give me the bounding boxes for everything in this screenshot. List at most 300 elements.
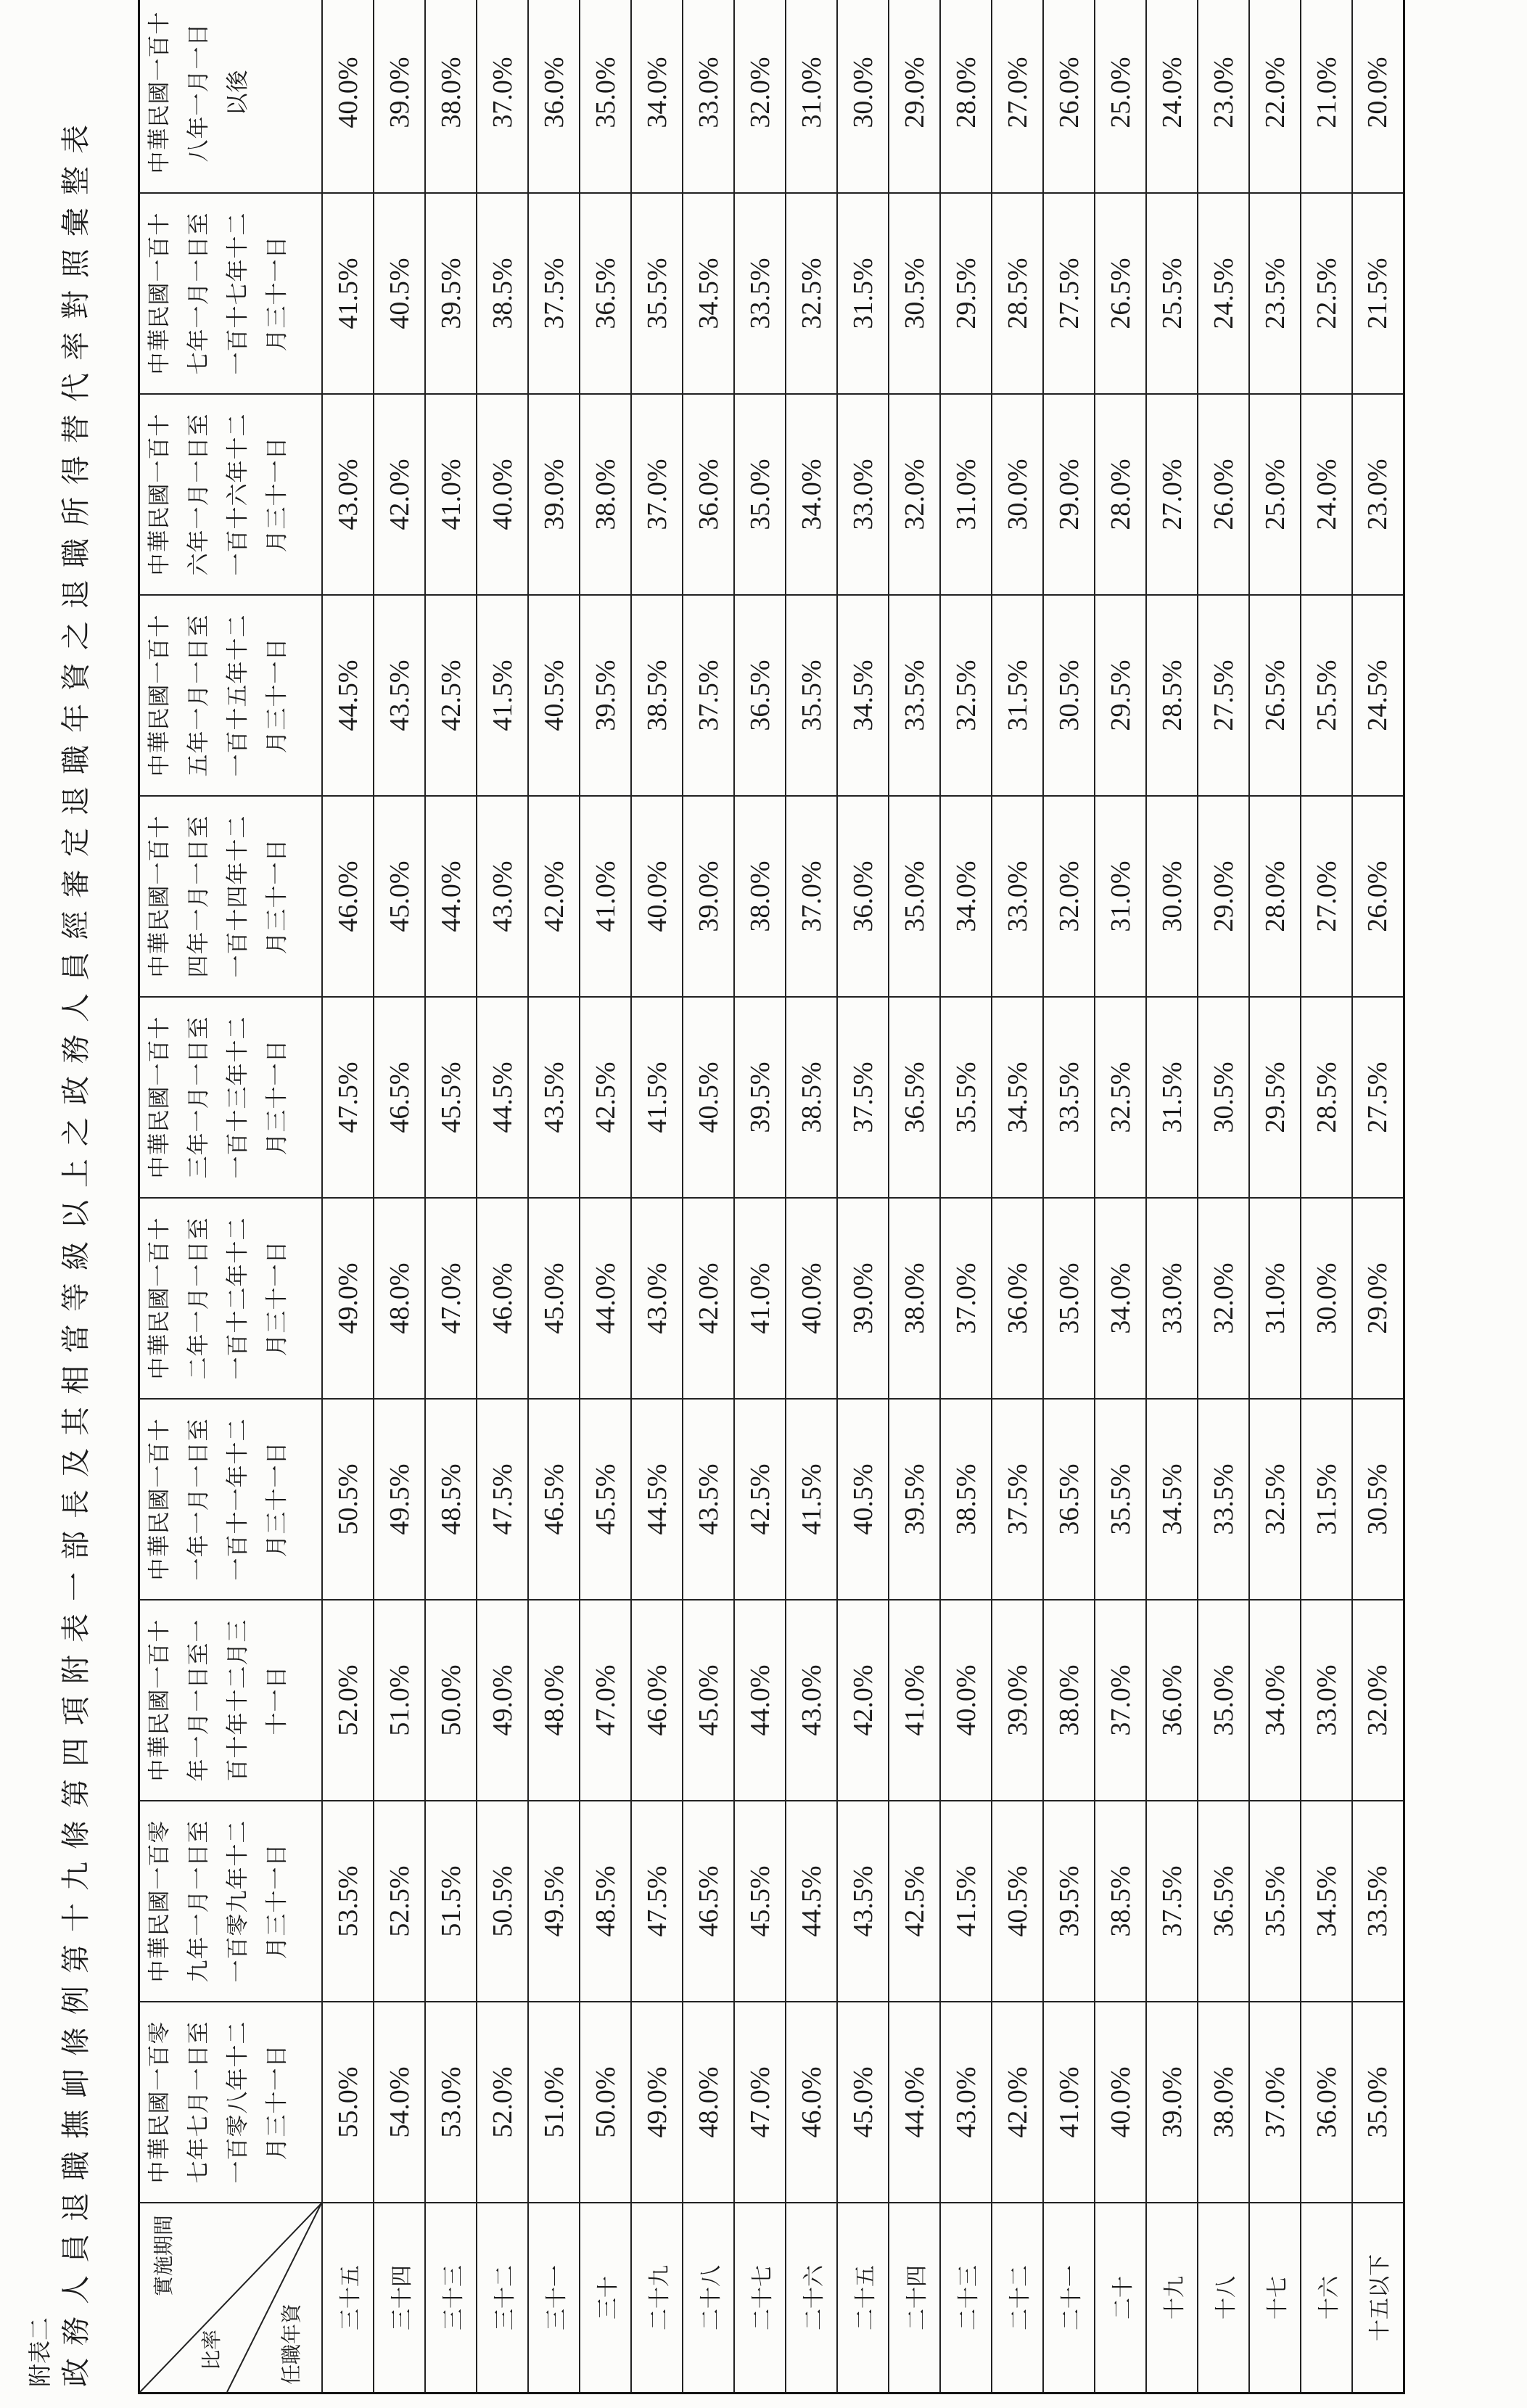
rate-cell: 36.5%	[734, 595, 786, 796]
rate-cell: 42.5%	[425, 595, 477, 796]
rate-cell: 51.0%	[528, 2002, 580, 2203]
rate-cell: 31.0%	[1249, 1198, 1301, 1399]
rate-cell: 32.0%	[889, 394, 940, 595]
period-header-line: 九年一月一日至	[186, 1820, 212, 1983]
corner-label-seniority: 任職年資	[279, 2303, 303, 2385]
rate-cell: 40.0%	[322, 0, 374, 193]
rate-cell: 33.0%	[1301, 1600, 1352, 1801]
rate-cell: 32.5%	[1095, 997, 1146, 1198]
rate-cell: 38.5%	[477, 193, 528, 394]
rate-cell: 34.0%	[940, 796, 992, 997]
rate-cell: 42.0%	[528, 796, 580, 997]
period-header-line: 月三十一日	[264, 637, 290, 754]
table-row	[1043, 0, 1095, 2393]
rate-cell: 37.5%	[837, 997, 889, 1198]
rate-cell: 49.0%	[477, 1600, 528, 1801]
period-header-line: 中華民國一百十	[147, 1217, 173, 1380]
period-header-line: 中華民國一百十	[147, 212, 173, 375]
rate-cell: 37.0%	[477, 0, 528, 193]
seniority-label: 二十八	[683, 2203, 734, 2393]
rate-cell: 43.0%	[322, 394, 374, 595]
rate-cell: 52.0%	[322, 1600, 374, 1801]
rate-cell: 43.5%	[837, 1801, 889, 2002]
period-header-line: 一百十三年十二	[225, 1016, 251, 1179]
rate-cell: 26.5%	[1249, 595, 1301, 796]
rate-cell: 34.0%	[631, 0, 683, 193]
rate-cell: 44.5%	[631, 1399, 683, 1600]
seniority-label: 三十五	[322, 2203, 374, 2393]
seniority-label: 三十三	[425, 2203, 477, 2393]
rate-cell: 45.0%	[374, 796, 425, 997]
rate-cell: 23.0%	[1352, 394, 1404, 595]
period-header-line: 七年七月一日至	[186, 2021, 212, 2184]
annex-label: 附表二	[26, 2317, 54, 2387]
rate-cell: 23.0%	[1198, 0, 1249, 193]
rate-cell: 38.5%	[1095, 1801, 1146, 2002]
rate-cell: 27.0%	[1146, 394, 1198, 595]
rate-cell: 34.0%	[786, 394, 837, 595]
table-row	[528, 0, 580, 2393]
rate-cell: 41.5%	[322, 193, 374, 394]
period-header-line: 五年一月一日至	[186, 614, 212, 777]
rate-cell: 34.5%	[1146, 1399, 1198, 1600]
rate-cell: 31.5%	[1146, 997, 1198, 1198]
rate-cell: 44.0%	[580, 1198, 631, 1399]
rate-cell: 47.0%	[425, 1198, 477, 1399]
rate-cell: 42.0%	[683, 1198, 734, 1399]
seniority-label: 二十二	[992, 2203, 1043, 2393]
rate-cell: 30.0%	[837, 0, 889, 193]
period-header-line: 中華民國一百十	[147, 1418, 173, 1581]
rate-cell: 52.5%	[374, 1801, 425, 2002]
rate-cell: 39.0%	[528, 394, 580, 595]
period-header-line: 一百零八年十二	[225, 2021, 251, 2184]
rate-cell: 47.5%	[631, 1801, 683, 2002]
table-row	[1249, 0, 1301, 2393]
table-row	[837, 0, 889, 2393]
period-header-9	[139, 394, 323, 595]
rate-cell: 35.0%	[580, 0, 631, 193]
table-row	[322, 0, 374, 2393]
table-row	[631, 0, 683, 2393]
period-header-line: 中華民國一百十	[147, 11, 173, 174]
rate-cell: 45.5%	[425, 997, 477, 1198]
rate-cell: 40.5%	[683, 997, 734, 1198]
rate-cell: 27.0%	[992, 0, 1043, 193]
rate-cell: 34.0%	[1249, 1600, 1301, 1801]
rate-cell: 44.5%	[786, 1801, 837, 2002]
period-header-line: 月三十一日	[264, 235, 290, 352]
rate-cell: 50.5%	[477, 1801, 528, 2002]
rate-cell: 51.0%	[374, 1600, 425, 1801]
period-header-line: 十一日	[264, 1665, 290, 1735]
rate-cell: 52.0%	[477, 2002, 528, 2203]
rate-cell: 41.5%	[940, 1801, 992, 2002]
document-title: 政務人員退職撫卹條例第十九條第四項附表一部長及其相當等級以上之政務人員經審定退職年資之退職所得替代率對照彙整表	[59, 112, 93, 2387]
period-header-8	[139, 595, 323, 796]
rate-cell: 42.0%	[992, 2002, 1043, 2203]
period-header-line: 月三十一日	[264, 1039, 290, 1156]
rate-cell: 40.5%	[528, 595, 580, 796]
rate-cell: 45.5%	[734, 1801, 786, 2002]
rate-cell: 39.5%	[734, 997, 786, 1198]
rate-cell: 44.5%	[477, 997, 528, 1198]
rate-cell: 42.5%	[580, 997, 631, 1198]
rate-cell: 44.0%	[425, 796, 477, 997]
seniority-label: 二十九	[631, 2203, 683, 2393]
period-header-11	[139, 0, 323, 193]
rate-cell: 46.0%	[477, 1198, 528, 1399]
table-row	[477, 0, 528, 2393]
corner-label-rate: 比率	[199, 2329, 223, 2370]
rate-cell: 22.0%	[1249, 0, 1301, 193]
seniority-label: 二十五	[837, 2203, 889, 2393]
rate-cell: 48.5%	[425, 1399, 477, 1600]
rate-cell: 31.5%	[1301, 1399, 1352, 1600]
rate-cell: 28.0%	[1095, 394, 1146, 595]
rate-cell: 30.5%	[889, 193, 940, 394]
period-header-line: 中華民國一百十	[147, 1619, 173, 1782]
rate-cell: 29.5%	[1249, 997, 1301, 1198]
seniority-label: 十九	[1146, 2203, 1198, 2393]
rate-cell: 31.0%	[940, 394, 992, 595]
rate-cell: 32.0%	[734, 0, 786, 193]
seniority-label: 二十四	[889, 2203, 940, 2393]
rate-cell: 47.0%	[580, 1600, 631, 1801]
rate-cell: 33.0%	[1146, 1198, 1198, 1399]
rate-cell: 42.5%	[734, 1399, 786, 1600]
period-header-line: 二年一月一日至	[186, 1217, 212, 1380]
rate-cell: 21.5%	[1352, 193, 1404, 394]
period-header-line: 七年一月一日至	[186, 212, 212, 375]
seniority-label: 十七	[1249, 2203, 1301, 2393]
rate-cell: 46.0%	[786, 2002, 837, 2203]
rate-cell: 29.0%	[889, 0, 940, 193]
rate-cell: 46.0%	[631, 1600, 683, 1801]
rate-cell: 26.0%	[1352, 796, 1404, 997]
rate-cell: 30.5%	[1043, 595, 1095, 796]
rate-cell: 41.5%	[786, 1399, 837, 1600]
rate-cell: 43.5%	[683, 1399, 734, 1600]
rate-cell: 50.5%	[322, 1399, 374, 1600]
table-row	[425, 0, 477, 2393]
rate-cell: 42.5%	[889, 1801, 940, 2002]
table-row	[734, 0, 786, 2393]
rate-cell: 36.0%	[837, 796, 889, 997]
rate-cell: 39.0%	[837, 1198, 889, 1399]
period-header-line: 月三十一日	[264, 1240, 290, 1357]
period-header-line: 月三十一日	[264, 838, 290, 955]
rate-cell: 25.0%	[1095, 0, 1146, 193]
rate-cell: 48.0%	[528, 1600, 580, 1801]
period-header-line: 中華民國一百十	[147, 815, 173, 978]
rate-cell: 53.0%	[425, 2002, 477, 2203]
seniority-label: 三十四	[374, 2203, 425, 2393]
seniority-label: 二十一	[1043, 2203, 1095, 2393]
rate-cell: 49.0%	[631, 2002, 683, 2203]
table-header-row	[139, 0, 323, 2393]
rate-cell: 39.0%	[992, 1600, 1043, 1801]
period-header-line: 一百十七年十二	[225, 212, 251, 375]
table-row	[1095, 0, 1146, 2393]
period-header-3	[139, 1600, 323, 1801]
rate-cell: 30.0%	[992, 394, 1043, 595]
rate-cell: 45.0%	[837, 2002, 889, 2203]
rate-cell: 36.5%	[1043, 1399, 1095, 1600]
rate-cell: 45.0%	[683, 1600, 734, 1801]
rate-cell: 31.0%	[1095, 796, 1146, 997]
rate-cell: 41.5%	[631, 997, 683, 1198]
table-row	[889, 0, 940, 2393]
rate-cell: 36.0%	[528, 0, 580, 193]
rate-cell: 22.5%	[1301, 193, 1352, 394]
rate-cell: 43.0%	[631, 1198, 683, 1399]
rate-cell: 30.0%	[1301, 1198, 1352, 1399]
rate-cell: 28.0%	[940, 0, 992, 193]
rate-cell: 41.0%	[580, 796, 631, 997]
rate-cell: 45.5%	[580, 1399, 631, 1600]
period-header-line: 月三十一日	[264, 1441, 290, 1558]
period-header-line: 月三十一日	[264, 436, 290, 553]
rate-cell: 39.5%	[425, 193, 477, 394]
rate-cell: 38.0%	[889, 1198, 940, 1399]
rate-cell: 50.0%	[425, 1600, 477, 1801]
rate-cell: 27.5%	[1043, 193, 1095, 394]
period-header-line: 一百十一年十二	[225, 1418, 251, 1581]
rate-cell: 37.5%	[528, 193, 580, 394]
rate-cell: 41.0%	[425, 394, 477, 595]
rate-cell: 38.0%	[734, 796, 786, 997]
table-row	[786, 0, 837, 2393]
rate-cell: 41.0%	[889, 1600, 940, 1801]
rate-cell: 39.5%	[889, 1399, 940, 1600]
rate-cell: 40.0%	[631, 796, 683, 997]
rate-cell: 49.5%	[528, 1801, 580, 2002]
table-row	[683, 0, 734, 2393]
table-row	[992, 0, 1043, 2393]
period-header-line: 中華民國一百十	[147, 413, 173, 576]
rate-cell: 39.5%	[580, 595, 631, 796]
seniority-label: 二十	[1095, 2203, 1146, 2393]
period-header-10	[139, 193, 323, 394]
rate-cell: 35.0%	[1043, 1198, 1095, 1399]
rate-cell: 38.0%	[1198, 2002, 1249, 2203]
rate-cell: 35.5%	[940, 997, 992, 1198]
rate-cell: 38.0%	[1043, 1600, 1095, 1801]
rate-cell: 30.0%	[1146, 796, 1198, 997]
rate-cell: 40.5%	[992, 1801, 1043, 2002]
table-row	[1198, 0, 1249, 2393]
rate-cell: 23.5%	[1249, 193, 1301, 394]
seniority-label: 二十六	[786, 2203, 837, 2393]
rate-cell: 24.5%	[1352, 595, 1404, 796]
rate-cell: 44.5%	[322, 595, 374, 796]
rate-cell: 26.0%	[1043, 0, 1095, 193]
seniority-label: 十六	[1301, 2203, 1352, 2393]
rate-cell: 36.0%	[992, 1198, 1043, 1399]
rate-cell: 54.0%	[374, 2002, 425, 2203]
rate-cell: 37.0%	[786, 796, 837, 997]
rate-cell: 35.5%	[1095, 1399, 1146, 1600]
rate-cell: 34.5%	[992, 997, 1043, 1198]
rate-cell: 27.5%	[1198, 595, 1249, 796]
rate-cell: 28.0%	[1249, 796, 1301, 997]
rate-cell: 35.5%	[631, 193, 683, 394]
period-header-line: 八年一月一日	[186, 22, 212, 163]
table-row	[1352, 0, 1404, 2393]
period-header-line: 百十年十二月三	[225, 1619, 251, 1782]
rate-cell: 38.0%	[425, 0, 477, 193]
rate-cell: 36.0%	[683, 394, 734, 595]
rate-cell: 43.0%	[786, 1600, 837, 1801]
rate-cell: 46.5%	[528, 1399, 580, 1600]
period-header-line: 中華民國一百零	[147, 2021, 173, 2184]
rate-cell: 25.5%	[1146, 193, 1198, 394]
seniority-label: 三十一	[528, 2203, 580, 2393]
rate-cell: 39.5%	[1043, 1801, 1095, 2002]
rate-cell: 48.0%	[683, 2002, 734, 2203]
rate-cell: 38.0%	[580, 394, 631, 595]
rate-cell: 38.5%	[786, 997, 837, 1198]
rate-cell: 28.5%	[1146, 595, 1198, 796]
rate-cell: 30.5%	[1198, 997, 1249, 1198]
rate-cell: 28.5%	[1301, 997, 1352, 1198]
rate-cell: 31.5%	[837, 193, 889, 394]
rate-cell: 43.5%	[374, 595, 425, 796]
period-header-line: 以後	[225, 69, 251, 116]
rate-cell: 26.0%	[1198, 394, 1249, 595]
rate-cell: 32.0%	[1043, 796, 1095, 997]
rate-cell: 25.0%	[1249, 394, 1301, 595]
rate-cell: 41.0%	[1043, 2002, 1095, 2203]
seniority-label: 二十七	[734, 2203, 786, 2393]
rate-cell: 37.5%	[1146, 1801, 1198, 2002]
rate-cell: 41.0%	[734, 1198, 786, 1399]
rate-cell: 49.0%	[322, 1198, 374, 1399]
rate-cell: 35.0%	[889, 796, 940, 997]
rate-cell: 37.0%	[631, 394, 683, 595]
rate-cell: 34.5%	[837, 595, 889, 796]
rate-cell: 25.5%	[1301, 595, 1352, 796]
seniority-label: 二十三	[940, 2203, 992, 2393]
period-header-line: 六年一月一日至	[186, 413, 212, 576]
replacement-rate-table	[138, 0, 1405, 2394]
period-header-line: 一百十五年十二	[225, 614, 251, 777]
rate-cell: 41.5%	[477, 595, 528, 796]
rate-cell: 33.0%	[683, 0, 734, 193]
rate-cell: 37.0%	[1249, 2002, 1301, 2203]
rate-cell: 39.0%	[374, 0, 425, 193]
seniority-label: 三十二	[477, 2203, 528, 2393]
rate-cell: 24.0%	[1146, 0, 1198, 193]
rate-cell: 32.0%	[1198, 1198, 1249, 1399]
rate-cell: 29.0%	[1043, 394, 1095, 595]
period-header-line: 中華民國一百十	[147, 614, 173, 777]
period-header-line: 中華民國一百十	[147, 1016, 173, 1179]
rate-cell: 32.5%	[786, 193, 837, 394]
rate-cell: 28.5%	[992, 193, 1043, 394]
rate-cell: 33.0%	[992, 796, 1043, 997]
rate-cell: 29.0%	[1352, 1198, 1404, 1399]
period-header-2	[139, 1801, 323, 2002]
table-row	[580, 0, 631, 2393]
rate-cell: 38.5%	[940, 1399, 992, 1600]
rate-cell: 49.5%	[374, 1399, 425, 1600]
rate-cell: 40.0%	[477, 394, 528, 595]
rate-cell: 24.5%	[1198, 193, 1249, 394]
rate-cell: 34.5%	[1301, 1801, 1352, 2002]
rate-cell: 47.5%	[477, 1399, 528, 1600]
rate-cell: 46.0%	[322, 796, 374, 997]
rate-cell: 53.5%	[322, 1801, 374, 2002]
rate-cell: 35.5%	[1249, 1801, 1301, 2002]
period-header-5	[139, 1198, 323, 1399]
rate-cell: 26.5%	[1095, 193, 1146, 394]
rate-cell: 36.5%	[1198, 1801, 1249, 2002]
rate-cell: 31.0%	[786, 0, 837, 193]
period-header-4	[139, 1399, 323, 1600]
rate-cell: 35.5%	[786, 595, 837, 796]
rate-cell: 43.0%	[477, 796, 528, 997]
rate-cell: 42.0%	[374, 394, 425, 595]
table-row	[374, 0, 425, 2393]
rate-cell: 35.0%	[1352, 2002, 1404, 2203]
rate-cell: 36.0%	[1146, 1600, 1198, 1801]
rate-cell: 40.0%	[786, 1198, 837, 1399]
rate-cell: 33.5%	[1043, 997, 1095, 1198]
rate-cell: 40.0%	[1095, 2002, 1146, 2203]
rate-cell: 27.0%	[1301, 796, 1352, 997]
period-header-line: 一百十四年十二	[225, 815, 251, 978]
rate-cell: 40.0%	[940, 1600, 992, 1801]
rate-cell: 42.0%	[837, 1600, 889, 1801]
period-header-line: 三年一月一日至	[186, 1016, 212, 1179]
rate-cell: 24.0%	[1301, 394, 1352, 595]
rate-cell: 45.0%	[528, 1198, 580, 1399]
rate-cell: 34.0%	[1095, 1198, 1146, 1399]
rate-cell: 27.5%	[1352, 997, 1404, 1198]
period-header-7	[139, 796, 323, 997]
rate-cell: 32.0%	[1352, 1600, 1404, 1801]
rate-cell: 33.5%	[889, 595, 940, 796]
diagonal-line	[227, 2203, 321, 2392]
rate-cell: 46.5%	[683, 1801, 734, 2002]
rate-cell: 20.0%	[1352, 0, 1404, 193]
rate-cell: 44.0%	[734, 1600, 786, 1801]
rate-cell: 34.5%	[683, 193, 734, 394]
rate-cell: 37.0%	[1095, 1600, 1146, 1801]
seniority-label: 三十	[580, 2203, 631, 2393]
rate-cell: 55.0%	[322, 2002, 374, 2203]
rate-cell: 37.5%	[683, 595, 734, 796]
seniority-label: 十五以下	[1352, 2203, 1404, 2393]
corner-label-period: 實施期間	[152, 2215, 176, 2297]
period-header-line: 一百十六年十二	[225, 413, 251, 576]
rate-cell: 37.0%	[940, 1198, 992, 1399]
table-row	[940, 0, 992, 2393]
rate-cell: 32.5%	[940, 595, 992, 796]
rate-cell: 48.5%	[580, 1801, 631, 2002]
rate-cell: 29.0%	[1198, 796, 1249, 997]
rate-cell: 29.5%	[1095, 595, 1146, 796]
rate-cell: 39.0%	[1146, 2002, 1198, 2203]
period-header-line: 月三十一日	[264, 2044, 290, 2161]
period-header-line: 一年一月一日至	[186, 1418, 212, 1581]
rate-cell: 36.5%	[580, 193, 631, 394]
period-header-line: 月三十一日	[264, 1843, 290, 1960]
period-header-line: 中華民國一百零	[147, 1820, 173, 1983]
rate-cell: 33.5%	[1198, 1399, 1249, 1600]
